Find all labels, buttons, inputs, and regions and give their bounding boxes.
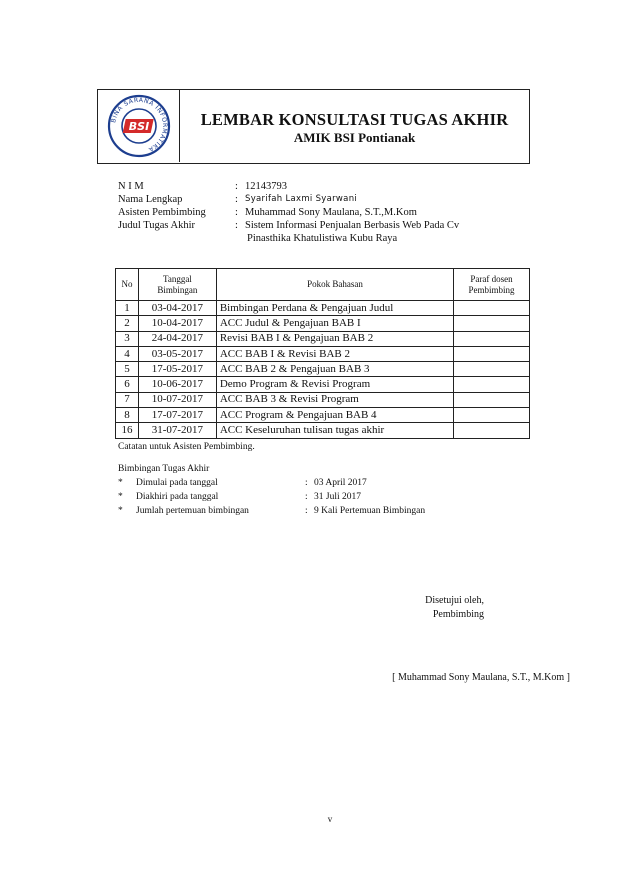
bullet: * bbox=[118, 492, 123, 502]
logo-ring-text: BINA SARANA INFORMATIKA bbox=[110, 96, 169, 153]
signature-cell bbox=[454, 331, 530, 346]
header-topic: Pokok Bahasan bbox=[216, 269, 453, 301]
header-date: Tanggal Bimbingan bbox=[138, 269, 216, 301]
document-subtitle: AMIK BSI Pontianak bbox=[293, 130, 416, 145]
advisor-note: Catatan untuk Asisten Pembimbing. bbox=[118, 442, 255, 452]
table-row: 6 10-06-2017 Demo Program & Revisi Program bbox=[116, 377, 530, 392]
summary-row-start: * Dimulai pada tanggal : 03 April 2017 bbox=[118, 478, 367, 488]
table-row: 5 17-05-2017 ACC BAB 2 & Pengajuan BAB 3 bbox=[116, 362, 530, 377]
table-row: 1 03-04-2017 Bimbingan Perdana & Pengajuan Judul bbox=[116, 301, 530, 316]
info-label: Judul Tugas Akhir bbox=[118, 220, 196, 231]
signature-cell bbox=[454, 392, 530, 407]
info-label: N I M bbox=[118, 181, 144, 192]
advisor-signature-name: [ Muhammad Sony Maulana, S.T., M.Kom ] bbox=[392, 672, 570, 683]
signature-cell bbox=[454, 423, 530, 438]
info-value-thesis-title-continuation: Pinasthika Khatulistiwa Kubu Raya bbox=[247, 233, 398, 244]
info-value-thesis-title: Sistem Informasi Penjualan Berbasis Web Pada Cv bbox=[245, 220, 460, 231]
info-value-name: Syarifah Laxmi Syarwani bbox=[245, 194, 358, 204]
guidance-summary bbox=[118, 462, 426, 518]
logo-initials: BSI bbox=[128, 120, 150, 133]
signature-cell bbox=[454, 408, 530, 423]
signature-cell bbox=[454, 362, 530, 377]
signature-cell bbox=[454, 346, 530, 361]
signature-cell bbox=[454, 301, 530, 316]
table-row: 7 10-07-2017 ACC BAB 3 & Revisi Program bbox=[116, 392, 530, 407]
page-number: v bbox=[327, 814, 333, 824]
table-row: 4 03-05-2017 ACC BAB I & Revisi BAB 2 bbox=[116, 346, 530, 361]
signature-cell bbox=[454, 316, 530, 331]
table-row: 2 10-04-2017 ACC Judul & Pengajuan BAB I bbox=[116, 316, 530, 331]
consultation-table bbox=[115, 268, 530, 439]
approval-role: Pembimbing bbox=[432, 609, 484, 620]
bullet: * bbox=[118, 478, 123, 488]
summary-title: Bimbingan Tugas Akhir bbox=[118, 464, 210, 474]
table-header-row bbox=[116, 269, 530, 301]
header-sign: Paraf dosen Pembimbing bbox=[454, 269, 530, 301]
bullet: * bbox=[118, 506, 123, 516]
table-row: 16 31-07-2017 ACC Keseluruhan tulisan tugas akhir bbox=[116, 423, 530, 438]
header-box bbox=[97, 89, 530, 164]
document-title: LEMBAR KONSULTASI TUGAS AKHIR bbox=[200, 110, 509, 129]
approval-line: Disetujui oleh, bbox=[425, 595, 484, 606]
header-no: No bbox=[116, 269, 139, 301]
info-label: Asisten Pembimbing bbox=[118, 207, 206, 218]
table-row: 8 17-07-2017 ACC Program & Pengajuan BAB 4 bbox=[116, 408, 530, 423]
summary-row-count: * Jumlah pertemuan bimbingan : 9 Kali Pertemuan Bimbingan bbox=[118, 506, 426, 516]
approval-block bbox=[390, 594, 484, 622]
bsi-logo bbox=[107, 94, 171, 158]
signature-cell bbox=[454, 377, 530, 392]
summary-row-end: * Diakhiri pada tanggal : 31 Juli 2017 bbox=[118, 492, 361, 502]
table-row: 3 24-04-2017 Revisi BAB I & Pengajuan BAB 2 bbox=[116, 331, 530, 346]
logo-cell bbox=[98, 90, 180, 162]
title-area bbox=[180, 90, 529, 162]
info-label: Nama Lengkap bbox=[118, 194, 183, 205]
info-value-advisor: Muhammad Sony Maulana, S.T.,M.Kom bbox=[245, 207, 417, 218]
info-value-nim: 12143793 bbox=[245, 181, 287, 192]
